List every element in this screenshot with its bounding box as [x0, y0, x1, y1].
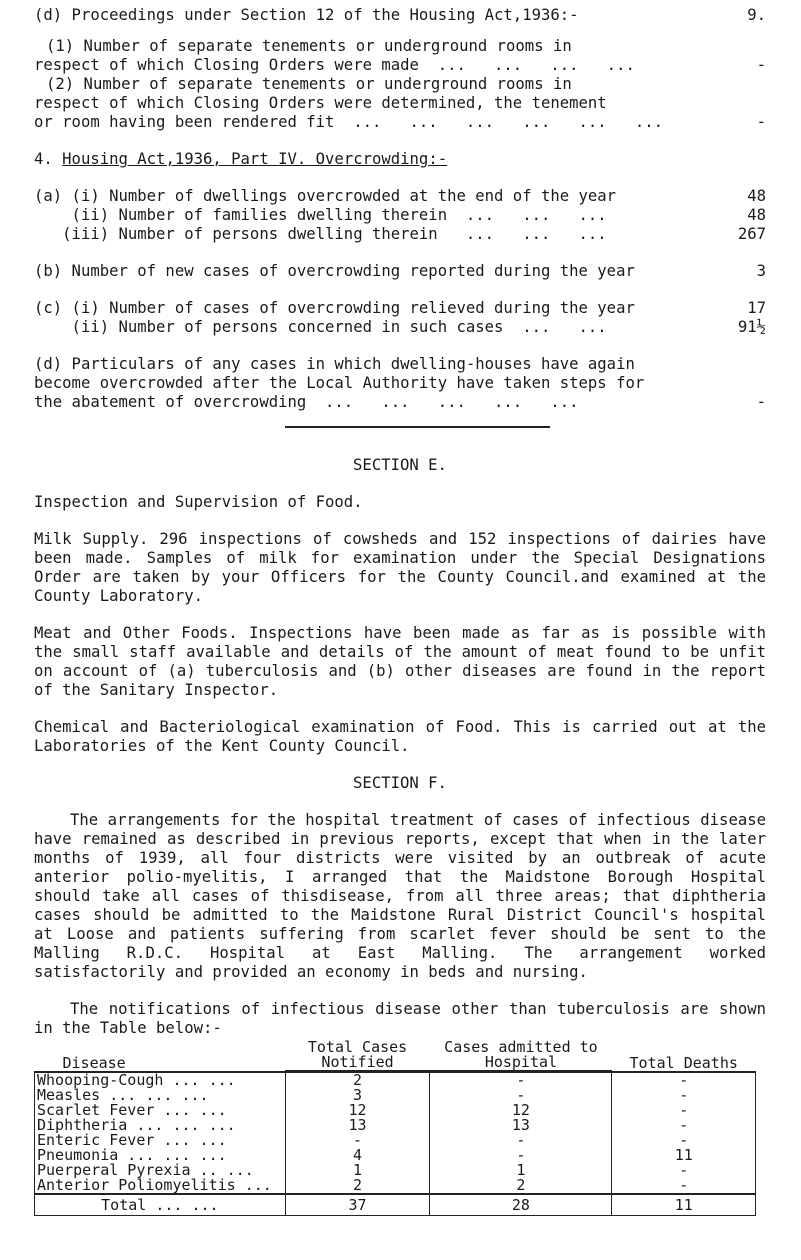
a-item-2-label: (ii) Number of families dwelling therein ... ... ... — [34, 206, 607, 224]
a-item-3-value: 267 — [737, 225, 766, 243]
d-item-1-value: - — [756, 56, 766, 74]
header-deaths: Total Deaths — [629, 1054, 738, 1072]
d-item-1-row — [34, 56, 766, 75]
header-disease: Disease — [62, 1054, 126, 1072]
d-item-2-value: - — [756, 113, 766, 131]
c-item-1-label: (c) (i) Number of cases of overcrowding relieved during the year — [34, 299, 635, 317]
table-row: Puerperal Pyrexia .. ... 1 1 - — [35, 1163, 756, 1178]
d2-row — [34, 393, 766, 412]
a-item-1 — [34, 187, 766, 206]
c-item-2 — [34, 318, 766, 337]
table-intro: The notifications of infectious disease other than tuberculosis are shown in the Table below:- — [34, 1000, 766, 1037]
a-item-3-label: (iii) Number of persons dwelling therein ... ... ... — [34, 225, 607, 243]
c-item-2-value: 91½ — [737, 318, 766, 336]
table-row: Measles ... ... ... 3 - - — [35, 1088, 756, 1103]
table-row: Whooping-Cough ... ... 2 - - — [35, 1072, 756, 1088]
b-item — [34, 262, 766, 281]
d2-value: - — [756, 393, 766, 411]
d-item-2-line2: respect of which Closing Orders were determined, the tenement — [34, 94, 607, 112]
table-header-row — [35, 1040, 756, 1072]
chemical-exam-paragraph: Chemical and Bacteriological examination of Food. This is carried out at the Laboratories of the Kent County Council. — [34, 718, 766, 755]
section-e-heading: Inspection and Supervision of Food. — [34, 493, 363, 511]
section-4-title: Housing Act,1936, Part IV. Overcrowding:- — [62, 150, 448, 168]
d2-line3: the abatement of overcrowding ... ... ... ... ... — [34, 393, 579, 411]
b-item-value: 3 — [756, 262, 766, 280]
d2-line2: become overcrowded after the Local Authority have taken steps for — [34, 374, 645, 392]
c-item-1-value: 17 — [747, 299, 766, 317]
section-4-number: 4. — [34, 150, 53, 168]
notifications-table — [34, 1040, 756, 1216]
a-item-1-value: 48 — [747, 187, 766, 205]
table-row: Scarlet Fever ... ... 12 12 - — [35, 1103, 756, 1118]
header-admitted: Cases admitted to Hospital — [430, 1040, 612, 1072]
table-row: Enteric Fever ... ... - - - — [35, 1133, 756, 1148]
table-row: Anterior Poliomyelitis ... 2 2 - — [35, 1178, 756, 1194]
section-e-title: SECTION E. — [353, 456, 447, 474]
milk-supply-paragraph: Milk Supply. 296 inspections of cowsheds and 152 inspections of dairies have been made. Samples of milk for examination under the Special Designations Order are taken by your Officers for the County Council.and examined at the County Laboratory. — [34, 530, 766, 605]
d-item-1-line1: (1) Number of separate tenements or underground rooms in — [46, 37, 572, 55]
header-notified: Total Cases Notified — [285, 1040, 430, 1072]
c-item-2-label: (ii) Number of persons concerned in such cases ... ... — [34, 318, 607, 336]
meat-foods-paragraph: Meat and Other Foods. Inspections have been made as far as is possible with the small staff available and details of the amount of meat found to be unfit on account of (a) tuberculosis and (b) other diseases are found in the report of the Sanitary Inspector. — [34, 624, 766, 699]
section-f-title: SECTION F. — [353, 774, 447, 792]
d2-line1: (d) Particulars of any cases in which dwelling-houses have again — [34, 355, 635, 373]
c-item-1 — [34, 299, 766, 318]
d-item-2-line1: (2) Number of separate tenements or underground rooms in — [46, 75, 572, 93]
document-page — [34, 6, 766, 1216]
page-number: 9. — [747, 6, 766, 24]
section-f-paragraph: The arrangements for the hospital treatment of cases of infectious disease have remained as described in previous reports, except that when in the later months of 1939, all four districts were visited by an outbreak of acute anterior polio-myelitis, I arranged that the Maidstone Borough Hospital should take all cases of thisdisease, from all three areas; that diphtheria cases should be admitted to the Maidstone Rural District Council's hospital at Loose and patients suffering from scarlet fever should be sent to the Malling R.D.C. Hospital at East Malling. The arrangement worked satisfactorily and provided an economy in beds and nursing. — [34, 811, 766, 981]
section-d-heading: (d) Proceedings under Section 12 of the Housing Act,1936:- — [34, 6, 579, 24]
table-row: Pneumonia ... ... ... 4 - 11 — [35, 1148, 756, 1163]
a-item-3 — [34, 225, 766, 244]
a-item-1-label: (a) (i) Number of dwellings overcrowded at the end of the year — [34, 187, 617, 205]
a-item-2 — [34, 206, 766, 225]
table-total-row: Total ... ... 37 28 11 — [35, 1194, 756, 1216]
d-item-2-line3: or room having been rendered fit ... ... ... ... ... ... — [34, 113, 664, 131]
section-4-heading — [34, 150, 766, 169]
d-item-2-row — [34, 113, 766, 132]
a-item-2-value: 48 — [747, 206, 766, 224]
table-row: Diphtheria ... ... ... 13 13 - — [35, 1118, 756, 1133]
d-item-1-line2: respect of which Closing Orders were made ... ... ... ... — [34, 56, 635, 74]
b-item-label: (b) Number of new cases of overcrowding reported during the year — [34, 262, 635, 280]
